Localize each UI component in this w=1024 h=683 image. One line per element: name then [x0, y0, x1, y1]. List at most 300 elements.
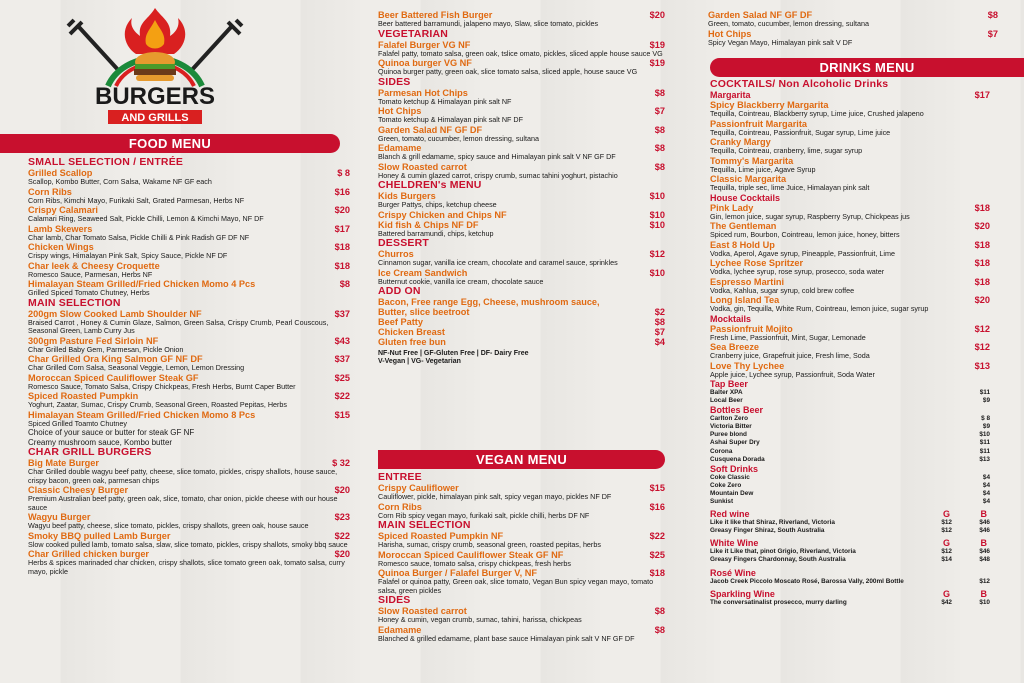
menu-item [28, 309, 350, 336]
menu-item [710, 174, 990, 193]
item-price: $ 8 [337, 168, 350, 178]
item-price: $ 32 [332, 458, 350, 468]
item-description: Char Grilled Corn Salsa, Seasonal Veggie, Lemon, Lemon Dressing [28, 363, 245, 372]
menu-item [710, 342, 990, 361]
menu-item [710, 119, 990, 138]
item-name: Hot Chips [378, 106, 422, 116]
bottle-label: B [980, 509, 987, 520]
drink-item [710, 519, 990, 527]
drink-category [710, 379, 990, 389]
item-price: $8 [987, 10, 998, 20]
menu-item [378, 143, 665, 162]
item-name: Himalayan Steam Grilled/Fried Chicken Momo 8 Pcs [28, 409, 256, 420]
menu-item [708, 29, 998, 48]
item-description: Scallop, Kombo Butter, Corn Salsa, Wakame NF GF each [28, 177, 212, 186]
menu-item [28, 458, 350, 485]
drink-item [710, 548, 990, 556]
menu-item [28, 261, 350, 280]
menu-item [378, 125, 665, 144]
drink-name: Puree blond [710, 431, 747, 439]
drink-price: $ 8 [981, 415, 990, 423]
right-column-top [708, 10, 998, 47]
item-price: $20 [334, 485, 350, 495]
item-description: Quinoa burger patty, green oak, slice tomato salsa, sliced apple, house sauce VG [378, 67, 638, 76]
item-price: $8 [654, 143, 665, 153]
menu-item [378, 337, 665, 347]
item-description: Blanched & grilled edamame, plant base sauce Himalayan pink salt V NF GF DF [378, 633, 635, 643]
menu-item [378, 568, 665, 595]
item-description: Romesco sauce, tomato salsa, crispy chickpeas, fresh herbs [378, 558, 571, 568]
item-name: Edamame [378, 143, 422, 153]
drink-item [710, 482, 990, 490]
item-description: Burger Pattys, chips, ketchup cheese [378, 200, 497, 209]
glass-price: $12 [941, 548, 952, 556]
drink-price: $4 [982, 498, 990, 506]
item-name: Big Mate Burger [28, 458, 99, 468]
item-name: Crispy Chicken and Chips NF [378, 209, 507, 220]
menu-item [28, 391, 350, 410]
category-name: Margarita [710, 90, 751, 100]
menu-item [710, 324, 990, 343]
item-description: Corn Rib spicy vegan mayo, furikaki salt, pickle chilli, herbs DF NF [378, 510, 590, 520]
item-price: $7 [987, 28, 998, 39]
menu-item [710, 156, 990, 175]
drink-price: $46 [979, 519, 990, 527]
item-price: $8 [654, 317, 665, 327]
menu-item [28, 512, 350, 531]
item-name: Passionfruit Mojito [710, 323, 793, 334]
item-name: Grilled Scallop [28, 168, 93, 178]
item-description: Braised Carrot , Honey & Cumin Glaze, Salmon, Green Salsa, Crispy Crumb, Pearl Couscous, Seasonal Green, Lamb Curry Jus [28, 317, 329, 335]
item-description: Spiced Grilled Toamto Chutney [28, 418, 127, 428]
item-description: Yoghurt, Zaatar, Sumac, Crispy Crumb, Seasonal Green, Roasted Pepitas, Herbs [28, 400, 288, 409]
menu-item [28, 187, 350, 206]
drink-name: Like it like that Shiraz, Riverland, Victoria [710, 519, 835, 527]
item-price: $8 [654, 87, 665, 98]
glass-price: $12 [941, 519, 952, 527]
menu-item [28, 410, 350, 429]
item-price: $13 [974, 360, 990, 371]
menu-item [378, 297, 665, 307]
item-description: Grilled Spiced Tomato Chutney, Herbs [28, 288, 150, 297]
item-name: Ice Cream Sandwich [378, 267, 468, 278]
item-price: $16 [649, 501, 665, 512]
item-price: $10 [649, 209, 665, 220]
item-description: Falafel or quinoa patty, Green oak, slice tomato, Vegan Bun spicy vegan mayo, tomato salsa, green pickles [378, 577, 654, 595]
drink-item [710, 456, 990, 464]
menu-item [710, 203, 990, 222]
item-description: Crispy wings, Himalayan Pink Salt, Spicy Sauce, Pickle NF DF [28, 251, 228, 260]
drink-price: $9 [982, 423, 990, 431]
item-name: Garden Salad NF GF DF [378, 124, 483, 135]
item-description: Beer battered barramundi, jalapeno mayo, Slaw, slice tomato, pickles [378, 19, 599, 28]
item-price: $8 [654, 161, 665, 172]
drink-item [710, 389, 990, 397]
item-name: Himalayan Steam Grilled/Fried Chicken Momo 4 Pcs [28, 279, 256, 289]
category-name: Mocktails [710, 313, 752, 324]
menu-item [378, 220, 665, 239]
section-heading: CHELDREN's MENU [378, 179, 482, 191]
item-name: Edamame [378, 624, 422, 635]
wine-category: Rosé Wine [710, 567, 756, 578]
item-name: Slow Roasted carrot [378, 606, 467, 616]
item-name: The Gentleman [710, 221, 777, 231]
drink-name: Coke Classic [710, 473, 750, 481]
drink-price: $10 [979, 598, 990, 606]
item-description: Gin, lemon juice, sugar syrup, Raspberry Syrup, Chickpeas jus [710, 211, 910, 221]
item-price: $20 [974, 295, 990, 305]
drink-item [710, 498, 990, 506]
section-heading: MAIN SELECTION [378, 519, 471, 531]
logo-text-burgers: BURGERS [94, 83, 216, 110]
glass-price: $12 [941, 527, 952, 535]
glass-label: G [942, 538, 950, 549]
drink-category [710, 405, 990, 415]
item-price: $8 [654, 606, 665, 616]
drink-name: Greasy Fingers Chardonnay, South Australia [710, 556, 846, 564]
item-price: $37 [334, 354, 350, 364]
item-name: Pink Lady [710, 202, 754, 213]
menu-item [28, 354, 350, 373]
section-heading: COCKTAILS/ Non Alcoholic Drinks [710, 78, 889, 90]
menu-item [710, 258, 990, 277]
wine-heading [710, 589, 990, 599]
wine-heading [710, 509, 990, 519]
vegan-menu-column [378, 472, 665, 643]
item-description: Fresh Lime, Passionfruit, Mint, Sugar, Lemonade [710, 332, 866, 342]
menu-item [378, 268, 665, 287]
menu-item [378, 502, 665, 521]
item-name: Long Island Tea [710, 295, 780, 305]
item-price: $22 [334, 530, 350, 541]
item-price: $8 [654, 624, 665, 635]
item-name: Falafel Burger VG NF [378, 39, 471, 50]
menu-item [710, 240, 990, 259]
drink-name: Mountain Dew [710, 489, 754, 497]
item-price: $18 [974, 276, 990, 287]
drink-price: $11 [979, 439, 990, 447]
menu-item [378, 106, 665, 125]
item-name: Corn Ribs [378, 501, 422, 512]
drink-name: Sunkist [710, 498, 734, 506]
item-description: Char Grilled Baby Gem, Parmesan, Pickle Onion [28, 344, 184, 354]
menu-item [378, 606, 665, 625]
drink-price: $13 [979, 455, 990, 463]
item-description: Falafel patty, tomato salsa, green oak, tslice omato, pickles, sliced apple house sauce VG [378, 48, 663, 58]
item-description: Cranberry juice, Grapefruit juice, Fresh lime, Soda [710, 351, 870, 360]
item-description: Green, tomato, cucumber, lemon dressing, sultana [378, 133, 540, 143]
food-menu-column [28, 157, 350, 576]
item-name: Spicy Blackberry Margarita [710, 100, 829, 110]
item-name: Bacon, Free range Egg, Cheese, mushroom sauce, [378, 297, 600, 307]
item-price: $22 [334, 391, 350, 401]
item-price: $18 [334, 242, 350, 252]
section-heading: CHAR GRILL BURGERS [28, 446, 152, 458]
drink-name: The conversatinalist prosecco, murry darling [710, 598, 847, 606]
menu-item [28, 205, 350, 224]
vegan-menu-banner: VEGAN MENU [378, 450, 665, 469]
wine-heading [710, 568, 990, 578]
drink-item [710, 448, 990, 456]
item-name: Gluten free bun [378, 337, 446, 347]
drink-name: Coke Zero [710, 481, 742, 489]
category-name: House Cocktails [710, 192, 781, 203]
item-name: Beer Battered Fish Burger [378, 10, 493, 20]
menu-item [28, 373, 350, 392]
item-price: $8 [339, 279, 350, 289]
item-price: $10 [649, 267, 665, 278]
item-description: Vodka, Aperol, Agave syrup, Pineapple, Passionfruit, Lime [710, 248, 895, 258]
item-price: $43 [334, 335, 350, 346]
middle-column-top [378, 10, 665, 366]
drink-price: $4 [982, 481, 990, 489]
menu-item [28, 242, 350, 261]
drink-item [710, 397, 990, 405]
drink-name: Victoria Bitter [710, 423, 752, 431]
item-name: Cranky Margy [710, 137, 771, 147]
bottle-label: B [980, 538, 987, 549]
drink-item [710, 578, 990, 586]
item-price: $20 [974, 221, 990, 231]
logo-text-and-grills: AND GRILLS [121, 112, 189, 124]
section-heading: DESSERT [378, 237, 429, 249]
item-name: Smoky BBQ pulled Lamb Burger [28, 530, 171, 541]
menu-item [378, 249, 665, 268]
glass-price: $42 [941, 598, 952, 606]
menu-item [378, 210, 665, 220]
wine-category: White Wine [710, 538, 759, 549]
menu-item [710, 221, 990, 240]
item-description: Vodka, Kahlua, sugar syrup, cold brew coffee [710, 285, 855, 295]
wine-category: Sparkling Wine [710, 588, 775, 599]
menu-item [378, 531, 665, 550]
drink-name: Local Beer [710, 397, 743, 405]
menu-item [378, 327, 665, 337]
item-description: Wagyu beef patty, cheese, slice tomato, pickles, crispy shallots, green oak, house sauce [28, 521, 309, 530]
drink-name: Carlton Zero [710, 415, 748, 423]
item-description: Tequilla, triple sec, lime Juice, Himalayan pink salt [710, 183, 870, 192]
item-description: Green, tomato, cucumber, lemon dressing, sultana [708, 19, 870, 28]
drink-price: $4 [982, 489, 990, 497]
section-heading: ENTREE [378, 471, 422, 483]
item-name: Spiced Roasted Pumpkin NF [378, 531, 504, 541]
item-description: Tequilla, Cointreau, Passionfruit, Sugar syrup, Lime juice [710, 127, 891, 137]
item-price: $25 [334, 372, 350, 383]
menu-item [710, 137, 990, 156]
menu-item [710, 100, 990, 119]
item-name: Moroccan Spiced Cauliflower Steak GF NF [378, 549, 564, 560]
item-description: Romesco Sauce, Tomato Salsa, Crispy Chickpeas, Fresh Herbs, Burnt Caper Butter [28, 381, 296, 391]
item-price: $18 [974, 202, 990, 213]
drink-price: $9 [982, 397, 990, 405]
drink-price: $4 [982, 473, 990, 481]
section-heading: VEGETARIAN [378, 27, 449, 40]
menu-item [378, 307, 665, 317]
drink-name: Cusquena Dorada [710, 455, 765, 463]
item-name: 200gm Slow Cooked Lamb Shoulder NF [28, 308, 202, 319]
menu-item [378, 483, 665, 502]
menu-item [28, 485, 350, 512]
glass-price: $14 [941, 556, 952, 564]
category-name: Tap Beer [710, 379, 748, 389]
item-name: Slow Roasted carrot [378, 161, 467, 172]
drink-price: $11 [979, 447, 990, 455]
menu-item [28, 168, 350, 187]
item-name: Spiced Roasted Pumpkin [28, 391, 139, 401]
section-heading: SIDES [378, 594, 411, 606]
drink-name: Like it Like that, pinot Grigio, Riverland, Victoria [710, 548, 856, 556]
item-description: Herbs & spices marinaded char chicken, crispy shallots, slice tomato green oak, tomato salsa, curry mayo, pickle [28, 558, 345, 576]
drink-name: Balter XPA [710, 389, 743, 396]
drinks-menu-column [710, 79, 990, 607]
wine-category: Red wine [710, 509, 750, 520]
item-name: Quinoa burger VG NF [378, 58, 472, 68]
item-description: Tequilla, Cointreau, Blackberry syrup, Lime juice, Crushed jalapeno [710, 109, 924, 118]
section-heading: SMALL SELECTION / ENTRÉE [28, 156, 184, 168]
menu-item [710, 295, 990, 314]
item-description: Tomato ketchup & Himalayan pink salt NF [378, 96, 512, 106]
drink-price: $10 [979, 431, 990, 439]
item-price: $20 [334, 549, 350, 559]
item-description: Battered barramundi, chips, ketchup [378, 228, 494, 238]
item-name: Char Grilled chicken burger [28, 549, 150, 559]
item-name: Garden Salad NF GF DF [708, 10, 813, 20]
item-price: $16 [334, 186, 350, 197]
item-name: Classic Margarita [710, 174, 787, 184]
item-name: Crispy Cauliflower [378, 483, 459, 493]
drink-category [710, 464, 990, 474]
menu-item [28, 549, 350, 576]
dietary-legend: NF-Nut Free | GF-Gluten Free | DF- Dairy Free V-Vegan | VG- Vegetarian [378, 350, 529, 365]
item-name: Corn Ribs [28, 186, 72, 197]
drink-price: $46 [979, 548, 990, 556]
item-price: $20 [334, 205, 350, 215]
item-price: $25 [649, 549, 665, 560]
item-name: Lychee Rose Spritzer [710, 258, 804, 268]
menu-item [378, 10, 665, 29]
menu-item [378, 550, 665, 569]
menu-item [378, 317, 665, 327]
drink-item [710, 527, 990, 535]
item-price: $15 [649, 483, 665, 493]
drink-item [710, 415, 990, 423]
sauce-note: Choice of your sauce or butter for steak GF NF Creamy mushroom sauce, Kombo butter [28, 428, 195, 447]
item-name: Chicken Breast [378, 327, 445, 337]
item-price: $7 [654, 106, 665, 116]
menu-item [378, 162, 665, 181]
item-name: Classic Cheesy Burger [28, 485, 129, 495]
item-name: Churros [378, 249, 414, 259]
item-name: Char Grilled Ora King Salmon GF NF DF [28, 354, 203, 364]
drink-item [710, 423, 990, 431]
burgers-and-grills-logo [60, 6, 250, 128]
burger-icon [134, 52, 176, 81]
section-heading: MAIN SELECTION [28, 296, 121, 309]
flame-icon [125, 8, 185, 54]
drink-item [710, 490, 990, 498]
item-price: $18 [649, 568, 665, 578]
item-price: $19 [649, 58, 665, 68]
item-name: Parmesan Hot Chips [378, 87, 468, 98]
item-description: Char Grilled double wagyu beef patty, cheese, slice tomato, pickles, crispy shallots, house sauce, crispy bacon, green oak, parmesan chips [28, 467, 338, 485]
item-description: Calamari Ring, Seaweed Salt, Pickle Chilli, Lemon & Kimchi Mayo, NF DF [28, 214, 264, 223]
menu-item [378, 88, 665, 107]
drink-price: $12 [979, 577, 990, 585]
item-price: $17 [334, 223, 350, 234]
item-price: $37 [334, 308, 350, 319]
item-name: Hot Chips [708, 28, 752, 39]
drink-category [710, 314, 990, 324]
item-price: $23 [334, 512, 350, 522]
item-price: $10 [649, 191, 665, 201]
glass-label: G [942, 509, 950, 520]
item-description: Romesco Sauce, Parmesan, Herbs NF [28, 269, 153, 279]
item-description: Tequilla, Lime juice, Agave Syrup [710, 164, 816, 174]
section-heading: SIDES [378, 75, 411, 88]
item-description: Char lamb, Char Tomato Salsa, Pickle Chilli & Pink Radish GF DF NF [28, 232, 250, 242]
item-description: Apple juice, Lychee syrup, Passionfruit, Soda Water [710, 369, 875, 379]
item-name: Kids Burgers [378, 191, 436, 201]
item-description: Vodka, gin, Tequilla, White Rum, Cointreau, lemon juice, sugar syrup [710, 304, 929, 313]
item-price: $12 [974, 323, 990, 334]
item-name: Char leek & Cheesy Croquette [28, 260, 160, 271]
food-menu-banner: FOOD MENU [0, 134, 340, 153]
item-name: Wagyu Burger [28, 512, 91, 522]
drink-name: Greasy Finger Shiraz, South Australia [710, 527, 825, 535]
category-name: Soft Drinks [710, 463, 759, 474]
item-description: Cauliflower, pickle, himalayan pink salt, spicy vegan mayo, pickles NF DF [378, 492, 612, 501]
item-price: $19 [649, 39, 665, 50]
item-price: $10 [649, 219, 665, 230]
item-price: $4 [654, 337, 665, 347]
wine-heading [710, 538, 990, 548]
drink-item [710, 474, 990, 482]
item-name: Love Thy Lychee [710, 360, 785, 371]
menu-item [378, 40, 665, 59]
menu-item [378, 625, 665, 644]
item-price: $18 [974, 239, 990, 250]
item-description: Spicy Vegan Mayo, Himalayan pink salt V DF [708, 37, 853, 47]
item-name: Espresso Martini [710, 276, 785, 287]
item-price: $15 [334, 409, 350, 420]
item-name: Passionfruit Margarita [710, 118, 808, 129]
drink-price: $48 [979, 556, 990, 564]
item-description: Corn Ribs, Kimchi Mayo, Furikaki Salt, Grated Parmesan, Herbs NF [28, 195, 245, 205]
item-description: Spiced rum, Bourbon, Cointreau, lemon juice, honey, bitters [710, 230, 900, 239]
item-price: $18 [974, 258, 990, 268]
category-name: Bottles Beer [710, 405, 764, 416]
item-description: Honey & cumin glazed carrot, crispy crumb, sumac tahini yoghurt, pistachio [378, 170, 618, 180]
item-price: $12 [974, 342, 990, 352]
menu-item [378, 58, 665, 77]
item-description: Tequilla, Cointreau, cranberry, lime, sugar syrup [710, 146, 863, 155]
item-name: Kid fish & Chips NF DF [378, 219, 479, 230]
menu-item [378, 191, 665, 210]
menu-item [710, 361, 990, 380]
drink-item [710, 556, 990, 564]
drink-name: Ashai Super Dry [710, 439, 760, 447]
item-name: East 8 Hold Up [710, 239, 775, 250]
item-name: Butter, slice beetroot [378, 307, 470, 317]
bottle-label: B [980, 588, 987, 599]
menu-item [28, 279, 350, 298]
drink-category [710, 193, 990, 203]
drink-item [710, 439, 990, 447]
drink-price: $11 [979, 389, 990, 396]
item-description: Premium Australian beef patty, green oak, slice, tomato, char onion, pickle cheese with our house sauce [28, 494, 338, 512]
item-description: Cinnamon sugar, vanilla ice cream, chocolate and caramel sauce, sprinkles [378, 258, 618, 267]
item-name: Beef Patty [378, 317, 423, 327]
